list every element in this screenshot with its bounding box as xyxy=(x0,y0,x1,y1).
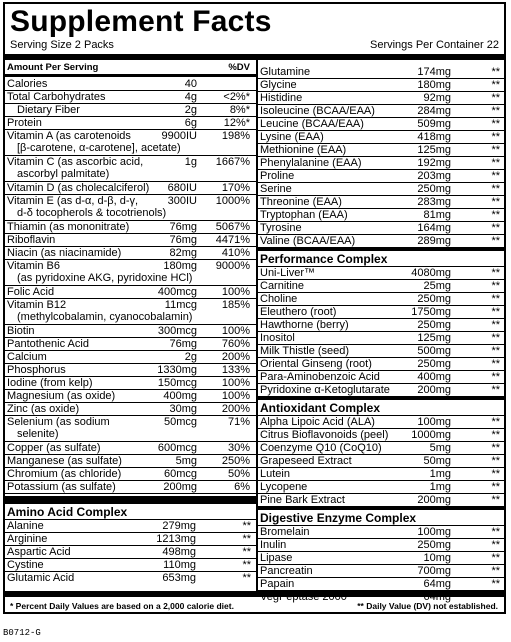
nutrient-amount: 100mg xyxy=(417,526,451,538)
nutrient-row xyxy=(5,130,256,156)
ingredient-row xyxy=(258,196,504,209)
nutrient-row xyxy=(5,338,256,351)
nutrient-name-continued: (as pyridoxine AKG, pyridoxine HCl) xyxy=(17,272,193,284)
nutrient-name: Phosphorus xyxy=(7,364,66,376)
ingredient-row xyxy=(258,144,504,157)
nutrient-name: Zinc (as oxide) xyxy=(7,403,80,415)
nutrient-amount: 498mg xyxy=(162,546,196,558)
nutrient-amount: 1213mg xyxy=(156,533,196,545)
nutrient-amount: 174mg xyxy=(417,66,451,78)
nutrient-amount: 25mg xyxy=(423,280,451,292)
nutrient-dv: 100% xyxy=(221,286,250,298)
nutrient-dv: 200% xyxy=(221,403,250,415)
ingredient-row xyxy=(258,345,504,358)
nutrient-name: Uni-Liver™ xyxy=(260,267,316,279)
nutrient-row xyxy=(5,442,256,455)
nutrient-dv: ** xyxy=(491,416,500,428)
nutrient-name: Inositol xyxy=(260,332,295,344)
nutrient-dv: 185% xyxy=(221,299,250,311)
nutrient-row xyxy=(5,260,256,286)
nutrient-amount: 125mg xyxy=(417,332,451,344)
ingredient-row xyxy=(258,118,504,131)
nutrient-dv: ** xyxy=(491,66,500,78)
nutrient-amount: 76mg xyxy=(169,234,197,246)
nutrient-amount: 250mg xyxy=(417,183,451,195)
nutrient-dv: ** xyxy=(242,520,251,532)
nutrient-name: Lycopene xyxy=(260,481,308,493)
nutrient-dv: 1667% xyxy=(215,156,250,168)
dv-header: %DV xyxy=(228,62,250,73)
ingredient-row xyxy=(258,371,504,384)
nutrient-amount: 76mg xyxy=(169,338,197,350)
nutrient-amount: 1mg xyxy=(429,468,451,480)
nutrient-dv: ** xyxy=(491,92,500,104)
nutrient-name: Dietary Fiber xyxy=(17,104,80,116)
nutrient-name: Chromium (as chloride) xyxy=(7,468,122,480)
nutrient-name: Glycine xyxy=(260,79,297,91)
product-code: B0712-G xyxy=(3,628,41,638)
ingredient-row xyxy=(258,468,504,481)
nutrient-amount: 40 xyxy=(184,78,197,90)
nutrient-name: Tryptophan (EAA) xyxy=(260,209,348,221)
ingredient-row xyxy=(258,539,504,552)
nutrient-amount: 1000mg xyxy=(411,429,451,441)
nutrient-amount: 180mg xyxy=(417,79,451,91)
nutrient-name: Vitamin E (as d-α, d-β, d-γ, xyxy=(7,195,139,207)
enzyme-section-title: Digestive Enzyme Complex xyxy=(260,511,417,525)
nutrient-name: Glutamine xyxy=(260,66,311,78)
nutrient-dv: ** xyxy=(242,533,251,545)
nutrient-amount: 11mcg xyxy=(164,299,197,311)
nutrient-name: Arginine xyxy=(7,533,48,545)
amount-header: Amount Per Serving xyxy=(7,62,99,73)
nutrient-dv: 133% xyxy=(221,364,250,376)
nutrient-dv: ** xyxy=(491,280,500,292)
nutrient-name: Biotin xyxy=(7,325,35,337)
amino-acid-row xyxy=(5,572,256,584)
nutrient-amount: 82mg xyxy=(169,247,197,259)
nutrient-dv: 200% xyxy=(221,351,250,363)
nutrient-row xyxy=(5,377,256,390)
nutrient-amount: 300mcg xyxy=(157,325,197,337)
nutrient-row xyxy=(5,78,256,91)
nutrient-dv: ** xyxy=(491,358,500,370)
ingredient-row xyxy=(258,66,504,79)
nutrient-amount: 50mcg xyxy=(163,416,197,428)
nutrient-dv: 30% xyxy=(227,442,250,454)
nutrient-name: Vitamin A (as carotenoids xyxy=(7,130,131,142)
nutrient-amount: 653mg xyxy=(162,572,196,584)
ingredient-row xyxy=(258,267,504,280)
nutrient-row xyxy=(5,156,256,182)
nutrient-amount: 64mg xyxy=(423,591,451,603)
nutrient-amount: 4080mg xyxy=(411,267,451,279)
nutrient-amount: 180mg xyxy=(163,260,197,272)
nutrient-dv: ** xyxy=(491,222,500,234)
nutrient-name: Calcium xyxy=(7,351,47,363)
nutrient-dv: ** xyxy=(491,144,500,156)
nutrient-row xyxy=(5,390,256,403)
ingredient-row xyxy=(258,552,504,565)
nutrient-dv: 760% xyxy=(221,338,250,350)
ingredient-row xyxy=(258,222,504,235)
nutrient-name: Selenium (as sodium xyxy=(7,416,110,428)
nutrient-name: Aspartic Acid xyxy=(7,546,71,558)
nutrient-row xyxy=(5,221,256,234)
nutrient-name: Riboflavin xyxy=(7,234,56,246)
nutrient-dv: 71% xyxy=(227,416,250,428)
nutrient-name: Manganese (as sulfate) xyxy=(7,455,122,467)
nutrient-dv: 100% xyxy=(221,377,250,389)
nutrient-name: Leucine (BCAA/EAA) xyxy=(260,118,364,130)
amino-acid-section-title: Amino Acid Complex xyxy=(7,505,128,519)
nutrient-dv: 198% xyxy=(221,130,250,142)
nutrient-dv: ** xyxy=(491,468,500,480)
nutrient-amount: 100mg xyxy=(417,416,451,428)
nutrient-amount: 2g xyxy=(184,351,197,363)
nutrient-name: Copper (as sulfate) xyxy=(7,442,101,454)
nutrient-dv: 9000% xyxy=(215,260,250,272)
nutrient-row xyxy=(5,195,256,221)
nutrient-amount: 30mg xyxy=(169,403,197,415)
ingredient-row xyxy=(258,183,504,196)
nutrient-name: Valine (BCAA/EAA) xyxy=(260,235,356,247)
nutrient-dv: ** xyxy=(491,79,500,91)
nutrient-amount: 76mg xyxy=(169,221,197,233)
nutrient-amount: 5mg xyxy=(175,455,197,467)
nutrient-name: Pancreatin xyxy=(260,565,313,577)
section-rule xyxy=(5,496,256,504)
nutrient-name: Pantothenic Acid xyxy=(7,338,89,350)
nutrient-dv: ** xyxy=(242,546,251,558)
ingredient-row xyxy=(258,293,504,306)
nutrient-name: Threonine (EAA) xyxy=(260,196,342,208)
nutrient-amount: 250mg xyxy=(417,319,451,331)
nutrient-name: Histidine xyxy=(260,92,303,104)
nutrient-dv: ** xyxy=(491,332,500,344)
ingredient-row xyxy=(258,105,504,118)
nutrient-row xyxy=(5,481,256,494)
right-column xyxy=(258,62,504,603)
nutrient-name: Folic Acid xyxy=(7,286,55,298)
ingredient-row xyxy=(258,209,504,222)
nutrient-name: Glutamic Acid xyxy=(7,572,75,584)
nutrient-name: Thiamin (as mononitrate) xyxy=(7,221,130,233)
nutrient-name-continued: ascorbyl palmitate) xyxy=(17,168,110,180)
ingredient-row xyxy=(258,416,504,429)
nutrient-name: Choline xyxy=(260,293,298,305)
nutrient-dv: ** xyxy=(491,345,500,357)
nutrient-name: Citrus Bioflavonoids (peel) xyxy=(260,429,389,441)
section-rule xyxy=(258,396,504,400)
nutrient-dv: 100% xyxy=(221,325,250,337)
nutrient-name: Vitamin B12 xyxy=(7,299,67,311)
nutrient-dv: ** xyxy=(491,455,500,467)
nutrient-amount: 200mg xyxy=(163,481,197,493)
nutrient-amount: 125mg xyxy=(417,144,451,156)
serving-size: Serving Size 2 Packs xyxy=(10,39,114,51)
nutrient-amount: 1750mg xyxy=(411,306,451,318)
nutrient-dv: ** xyxy=(242,572,251,584)
amino-acid-row xyxy=(5,520,256,533)
ingredient-row xyxy=(258,565,504,578)
nutrient-dv: ** xyxy=(491,157,500,169)
nutrient-dv: ** xyxy=(491,209,500,221)
nutrient-dv: 8%* xyxy=(229,104,250,116)
nutrient-amount: 60mcg xyxy=(163,468,197,480)
nutrient-amount: 250mg xyxy=(417,293,451,305)
nutrient-row xyxy=(5,364,256,377)
nutrient-amount: 64mg xyxy=(423,578,451,590)
nutrient-row xyxy=(5,104,256,117)
nutrient-name: Magnesium (as oxide) xyxy=(7,390,116,402)
nutrient-row xyxy=(5,455,256,468)
nutrient-dv: ** xyxy=(491,552,500,564)
nutrient-amount: 4g xyxy=(184,91,197,103)
nutrient-amount: 1mg xyxy=(429,481,451,493)
nutrient-name: Coenzyme Q10 (CoQ10) xyxy=(260,442,382,454)
nutrient-row xyxy=(5,299,256,325)
nutrient-amount: 5mg xyxy=(429,442,451,454)
nutrient-amount: 192mg xyxy=(417,157,451,169)
amino-acid-row xyxy=(5,546,256,559)
nutrient-dv: ** xyxy=(491,319,500,331)
nutrient-name: Oriental Ginseng (root) xyxy=(260,358,372,370)
nutrient-dv: 4471% xyxy=(215,234,250,246)
nutrient-name: Lutein xyxy=(260,468,290,480)
ingredient-row xyxy=(258,92,504,105)
nutrient-name: Vitamin B6 xyxy=(7,260,60,272)
nutrient-dv: ** xyxy=(491,371,500,383)
nutrient-name-continued: d-δ tocopherols & tocotrienols) xyxy=(17,207,167,219)
nutrient-name: Hawthorne (berry) xyxy=(260,319,349,331)
amino-acid-row xyxy=(5,533,256,546)
nutrient-name: Niacin (as niacinamide) xyxy=(7,247,122,259)
nutrient-name: Para-Aminobenzoic Acid xyxy=(260,371,380,383)
nutrient-row xyxy=(5,234,256,247)
nutrient-amount: 279mg xyxy=(162,520,196,532)
nutrient-dv: 1000% xyxy=(215,195,250,207)
ingredient-row xyxy=(258,79,504,92)
nutrient-row xyxy=(5,416,256,442)
nutrient-name: Papain xyxy=(260,578,295,590)
nutrient-name: Isoleucine (BCAA/EAA) xyxy=(260,105,375,117)
nutrient-amount: 200mg xyxy=(417,494,451,506)
nutrient-name: Lipase xyxy=(260,552,293,564)
nutrient-amount: 81mg xyxy=(423,209,451,221)
nutrient-row xyxy=(5,351,256,364)
amino-acid-row xyxy=(5,559,256,572)
nutrient-dv: 170% xyxy=(221,182,250,194)
nutrient-amount: 500mg xyxy=(417,345,451,357)
nutrient-amount: 700mg xyxy=(417,565,451,577)
nutrient-amount: 92mg xyxy=(423,92,451,104)
ingredient-row xyxy=(258,157,504,170)
nutrient-amount: 250mg xyxy=(417,539,451,551)
nutrient-row xyxy=(5,325,256,338)
nutrient-name: Bromelain xyxy=(260,526,310,538)
ingredient-row xyxy=(258,526,504,539)
nutrient-dv: ** xyxy=(491,384,500,396)
nutrient-amount: 600mcg xyxy=(157,442,197,454)
nutrient-dv: ** xyxy=(491,170,500,182)
nutrient-dv: ** xyxy=(491,293,500,305)
ingredient-row xyxy=(258,358,504,371)
nutrient-amount: 250mg xyxy=(417,358,451,370)
ingredient-row xyxy=(258,131,504,144)
nutrient-name: Total Carbohydrates xyxy=(7,91,106,103)
nutrient-name: Alanine xyxy=(7,520,44,532)
nutrient-name: Inulin xyxy=(260,539,287,551)
nutrient-dv: ** xyxy=(491,306,500,318)
nutrient-amount: 300IU xyxy=(167,195,197,207)
antioxidant-section-title: Antioxidant Complex xyxy=(260,401,381,415)
nutrient-name: Calories xyxy=(7,78,48,90)
nutrient-name: VegPeptase 2000™ xyxy=(260,591,358,603)
nutrient-dv: ** xyxy=(491,429,500,441)
nutrient-amount: 284mg xyxy=(417,105,451,117)
servings-per-container: Servings Per Container 22 xyxy=(369,39,499,51)
nutrient-amount: 9900IU xyxy=(161,130,197,142)
nutrient-name: Eleuthero (root) xyxy=(260,306,337,318)
nutrient-amount: 400mcg xyxy=(157,286,197,298)
nutrient-row xyxy=(5,117,256,130)
nutrient-dv: ** xyxy=(491,494,500,506)
nutrient-dv: ** xyxy=(242,559,251,571)
nutrient-dv: ** xyxy=(491,235,500,247)
nutrient-amount: 283mg xyxy=(417,196,451,208)
ingredient-row xyxy=(258,429,504,442)
nutrient-dv: ** xyxy=(491,481,500,493)
ingredient-row xyxy=(258,319,504,332)
footnote-dv-not-established: ** Daily Value (DV) not established. xyxy=(357,601,498,611)
nutrient-row xyxy=(5,403,256,416)
nutrient-dv: 12%* xyxy=(223,117,250,129)
column-header xyxy=(5,62,256,77)
nutrient-row xyxy=(5,286,256,299)
top-rule xyxy=(5,54,504,60)
nutrient-dv: ** xyxy=(491,267,500,279)
nutrient-dv: ** xyxy=(491,539,500,551)
nutrient-name: Alpha Lipoic Acid (ALA) xyxy=(260,416,375,428)
nutrient-row xyxy=(5,182,256,195)
nutrient-dv: ** xyxy=(491,118,500,130)
nutrient-dv: ** xyxy=(491,131,500,143)
ingredient-row xyxy=(258,481,504,494)
nutrient-name-continued: [β-carotene, α-carotene], acetate) xyxy=(17,142,181,154)
nutrient-name-continued: (methylcobalamin, cyanocobalamin) xyxy=(17,311,193,323)
nutrient-name: Potassium (as sulfate) xyxy=(7,481,116,493)
nutrient-dv: 250% xyxy=(221,455,250,467)
ingredient-row xyxy=(258,455,504,468)
nutrient-amount: 110mg xyxy=(163,559,196,571)
nutrient-dv: ** xyxy=(491,196,500,208)
nutrient-name: Vitamin D (as cholecalciferol) xyxy=(7,182,150,194)
section-rule xyxy=(258,247,504,251)
nutrient-name: Carnitine xyxy=(260,280,305,292)
nutrient-amount: 418mg xyxy=(417,131,451,143)
nutrient-name: Milk Thistle (seed) xyxy=(260,345,350,357)
panel-title: Supplement Facts xyxy=(10,5,272,38)
nutrient-amount: 400mg xyxy=(163,390,197,402)
nutrient-name: Grapeseed Extract xyxy=(260,455,352,467)
nutrient-row xyxy=(5,468,256,481)
nutrient-name-continued: selenite) xyxy=(17,428,59,440)
nutrient-amount: 6g xyxy=(184,117,197,129)
footnote-percent-dv: * Percent Daily Values are based on a 2,000 calorie diet. xyxy=(10,601,234,611)
ingredient-row xyxy=(258,578,504,591)
nutrient-dv: 5067% xyxy=(215,221,250,233)
ingredient-row xyxy=(258,280,504,293)
nutrient-amount: 1330mg xyxy=(157,364,197,376)
nutrient-name: Methionine (EAA) xyxy=(260,144,347,156)
nutrient-amount: 164mg xyxy=(417,222,451,234)
nutrient-name: Pine Bark Extract xyxy=(260,494,345,506)
nutrient-amount: 400mg xyxy=(417,371,451,383)
nutrient-amount: 509mg xyxy=(417,118,451,130)
nutrient-amount: 50mg xyxy=(423,455,451,467)
nutrient-dv: 410% xyxy=(221,247,250,259)
supplement-facts-panel xyxy=(3,2,506,614)
nutrient-dv: ** xyxy=(491,105,500,117)
nutrient-dv: 50% xyxy=(227,468,250,480)
nutrient-name: Proline xyxy=(260,170,295,182)
nutrient-amount: 1g xyxy=(184,156,197,168)
nutrient-amount: 200mg xyxy=(417,384,451,396)
left-column xyxy=(5,62,256,591)
ingredient-row xyxy=(258,442,504,455)
nutrient-name: Pyridoxine α-Ketoglutarate xyxy=(260,384,390,396)
nutrient-dv: ** xyxy=(491,526,500,538)
nutrient-dv: 6% xyxy=(234,481,250,493)
nutrient-row xyxy=(5,91,256,104)
nutrient-name: Cystine xyxy=(7,559,44,571)
nutrient-amount: 680IU xyxy=(167,182,197,194)
nutrient-name: Iodine (from kelp) xyxy=(7,377,93,389)
ingredient-row xyxy=(258,306,504,319)
nutrient-name: Tyrosine xyxy=(260,222,302,234)
ingredient-row xyxy=(258,170,504,183)
nutrient-name: Phenylalanine (EAA) xyxy=(260,157,362,169)
nutrient-dv: ** xyxy=(491,183,500,195)
ingredient-row xyxy=(258,332,504,345)
nutrient-amount: 203mg xyxy=(417,170,451,182)
nutrient-dv: ** xyxy=(491,591,500,603)
nutrient-dv: ** xyxy=(491,578,500,590)
performance-section-title: Performance Complex xyxy=(260,252,388,266)
nutrient-amount: 2g xyxy=(184,104,197,116)
nutrient-dv: ** xyxy=(491,565,500,577)
nutrient-name: Serine xyxy=(260,183,292,195)
section-rule xyxy=(258,506,504,510)
nutrient-dv: ** xyxy=(491,442,500,454)
nutrient-amount: 150mcg xyxy=(157,377,197,389)
nutrient-amount: 289mg xyxy=(417,235,451,247)
nutrient-name: Protein xyxy=(7,117,42,129)
nutrient-dv: <2%* xyxy=(223,91,250,103)
nutrient-name: Vitamin C (as ascorbic acid, xyxy=(7,156,144,168)
nutrient-row xyxy=(5,247,256,260)
nutrient-amount: 10mg xyxy=(423,552,451,564)
nutrient-dv: 100% xyxy=(221,390,250,402)
nutrient-name: Lysine (EAA) xyxy=(260,131,324,143)
